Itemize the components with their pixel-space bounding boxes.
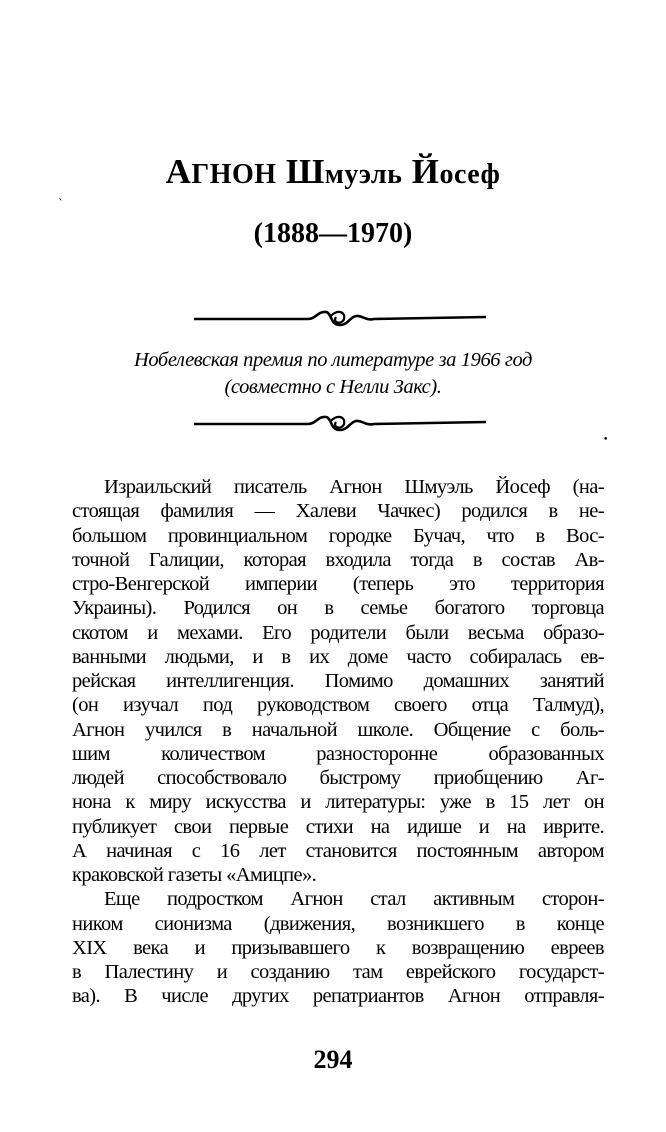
prize-note-line: Нобелевская премия по литературе за 1966 год [133,349,533,371]
text-line: рейская интеллигенция. Помимо домашних занятий [72,670,604,692]
text-line: публикует свои первые стихи на идише и на иврите. [72,815,604,838]
body-text [72,475,604,1009]
chapter-title: АГНОН Шмуэль Йосеф [165,152,501,191]
prize-note-line: (совместно с Нелли Закс). [224,376,442,398]
text-line: людей способствовало быстрому приобщению Аг- [72,767,604,789]
text-line: (он изучал под руководством своего отца Талмуд), [72,694,604,717]
ornament-divider-top [190,303,490,333]
print-speck: • [603,435,609,445]
text-line: Агнон учился в начальной школе. Общение с боль- [72,718,604,741]
text-line: ником сионизма (движения, возникшего в конце [72,912,604,935]
text-line: большом провинциальном городке Бучач, что в Вос- [72,524,604,547]
print-speck: ˋ [58,197,64,211]
text-line: А начиная с 16 лет становится постоянным автором [72,839,604,862]
ornament-divider-bottom [190,408,490,438]
page-number: 294 [313,1045,353,1074]
text-line: ванными людьми, и в их доме часто собиралась ев- [72,645,604,668]
paragraph [72,887,604,1008]
text-line: Израильский писатель Агнон Шмуэль Йосеф (на- [104,476,604,498]
text-line: Украины). Родился он в семье богатого торговца [72,597,604,620]
text-line: точной Галиции, которая входила тогда в состав Ав- [72,548,604,571]
paragraph [72,475,604,887]
text-line: Еще подростком Агнон стал активным сторон- [104,888,604,911]
text-line: шим количеством разносторонне образованных [72,742,604,765]
text-line: ва). В числе других репатриантов Агнон отправля- [72,985,604,1008]
text-line: нона к миру искусства и литературы: уже в 15 лет он [72,791,604,814]
text-line: стро-Венгерской империи (теперь это территория [72,573,604,595]
prize-note [60,347,606,401]
text-line: стоящая фамилия — Халеви Чачкес) родился в не- [72,500,604,523]
text-line: краковской газеты «Амицпе». [72,864,317,886]
text-line: в Палестину и созданию там еврейского государст- [72,961,604,983]
text-line: скотом и мехами. Его родители были весьма образо- [72,621,604,644]
life-dates: (1888—1970) [253,218,413,249]
text-line: XIX века и призывавшего к возвращению евреев [72,936,604,959]
